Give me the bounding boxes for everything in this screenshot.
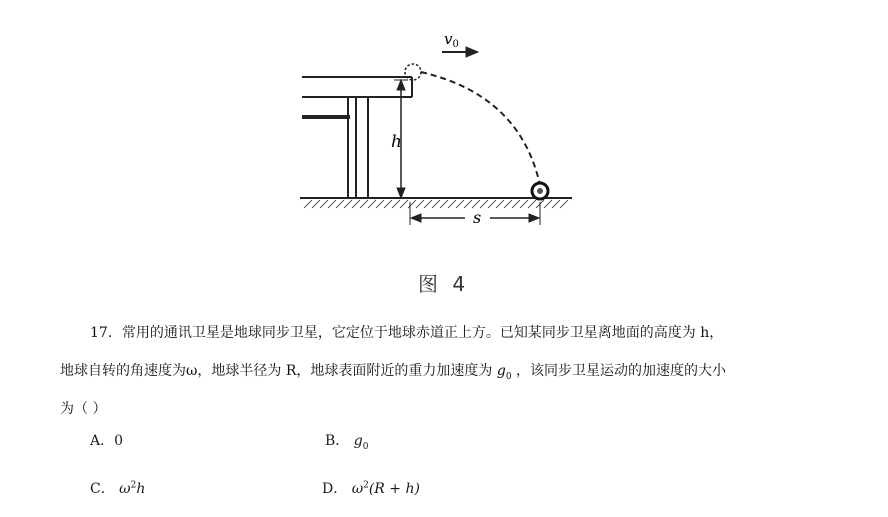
- label-v0: $v_0$: [444, 30, 459, 50]
- label-s: s: [473, 208, 482, 227]
- g0-symbol: $g_0$: [496, 363, 512, 382]
- option-a-text: 0: [114, 433, 124, 449]
- trajectory-path: [421, 72, 540, 185]
- option-c[interactable]: [90, 478, 145, 498]
- option-c-math: $\omega^2h$: [119, 480, 146, 497]
- option-b-math: $g_0$: [353, 433, 369, 452]
- option-d-math: $\omega^2(R + h)$: [351, 480, 420, 497]
- question-line-2: [60, 360, 726, 382]
- option-c-prefix: C．: [90, 481, 115, 497]
- label-h: h: [391, 132, 402, 152]
- ground: [300, 198, 572, 208]
- option-a-prefix: A．: [90, 433, 115, 449]
- velocity-arrow: [442, 47, 478, 57]
- question-line-1: 17．常用的通讯卫星是地球同步卫星，它定位于地球赤道正上方。已知某同步卫星离地面的高度为 h，: [90, 325, 724, 341]
- question-line-2-a: 地球自转的角速度为ω，地球半径为 R，地球表面附近的重力加速度为: [60, 363, 493, 379]
- option-b-prefix: B．: [325, 433, 350, 449]
- question-line-2-b: ，该同步卫星运动的加速度的大小: [516, 363, 727, 379]
- figure-caption: 图 4: [418, 272, 470, 296]
- projectile-figure: [290, 20, 590, 270]
- option-a[interactable]: [90, 430, 123, 450]
- option-b[interactable]: [325, 430, 368, 452]
- question-line-3: 为（ ）: [60, 401, 107, 417]
- option-d-prefix: D．: [322, 481, 348, 497]
- option-d[interactable]: [322, 478, 420, 498]
